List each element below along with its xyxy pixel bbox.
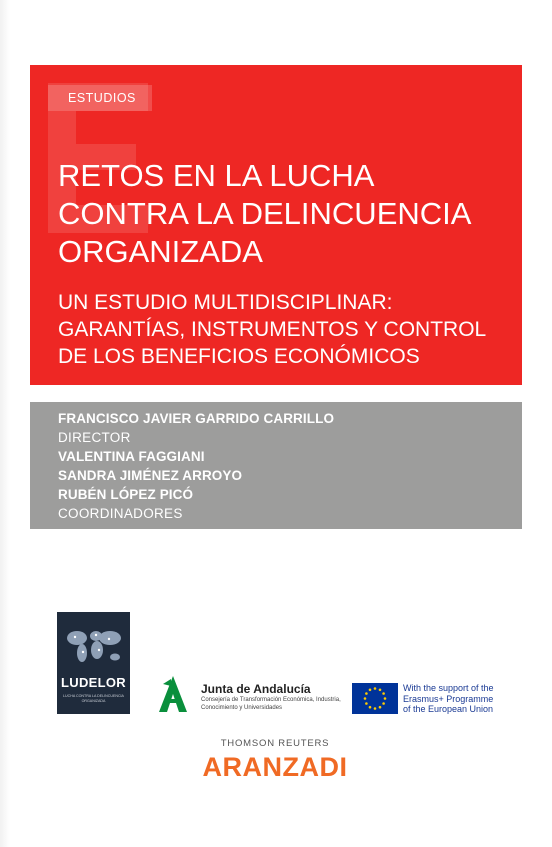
ludelor-logo bbox=[57, 612, 130, 714]
publisher-logo bbox=[200, 738, 350, 783]
ludelor-tagline: LUCHA CONTRA LA DELINCUENCIA ORGANIZADA bbox=[63, 694, 124, 703]
coordinator-name: VALENTINA FAGGIANI bbox=[58, 449, 205, 464]
world-map-icon bbox=[63, 626, 124, 666]
eu-flag-icon bbox=[352, 683, 398, 714]
erasmus-support-logo bbox=[352, 683, 512, 715]
book-title-line: RETOS EN LA LUCHA bbox=[58, 158, 375, 193]
book-title-line: CONTRA LA DELINCUENCIA bbox=[58, 196, 472, 231]
erasmus-support-line: With the support of the bbox=[403, 683, 494, 693]
junta-department: Consejería de Transformación Económica, Industria, Conocimiento y Universidades bbox=[201, 697, 341, 711]
series-label: ESTUDIOS bbox=[48, 85, 152, 111]
erasmus-support-text bbox=[403, 683, 513, 715]
junta-name: Junta de Andalucía bbox=[201, 682, 311, 696]
book-subtitle bbox=[58, 289, 518, 370]
publisher-group: THOMSON REUTERS bbox=[220, 738, 330, 749]
coordinators-role: COORDINADORES bbox=[58, 506, 183, 521]
coordinator-name: RUBÉN LÓPEZ PICÓ bbox=[58, 487, 194, 502]
director-name: FRANCISCO JAVIER GARRIDO CARRILLO bbox=[58, 411, 335, 426]
junta-andalucia-logo bbox=[153, 674, 343, 718]
ludelor-name: LUDELOR bbox=[61, 675, 126, 690]
credits-block bbox=[30, 402, 522, 529]
erasmus-support-line: Erasmus+ Programme bbox=[403, 693, 494, 704]
junta-andalucia-a-icon bbox=[153, 674, 193, 714]
publisher-name: ARANZADI bbox=[202, 752, 348, 782]
book-title-line: ORGANIZADA bbox=[58, 234, 263, 269]
book-subtitle-line: DE LOS BENEFICIOS ECONÓMICOS bbox=[58, 345, 420, 368]
director-role: DIRECTOR bbox=[58, 430, 131, 445]
title-block bbox=[30, 65, 522, 385]
book-title bbox=[58, 157, 518, 271]
credits-list bbox=[58, 409, 334, 523]
page-edge bbox=[0, 0, 10, 847]
book-subtitle-line: GARANTÍAS, INSTRUMENTOS Y CONTROL bbox=[58, 318, 487, 341]
erasmus-support-line: of the European Union bbox=[403, 704, 494, 714]
coordinator-name: SANDRA JIMÉNEZ ARROYO bbox=[58, 468, 243, 483]
book-subtitle-line: UN ESTUDIO MULTIDISCIPLINAR: bbox=[58, 291, 393, 314]
